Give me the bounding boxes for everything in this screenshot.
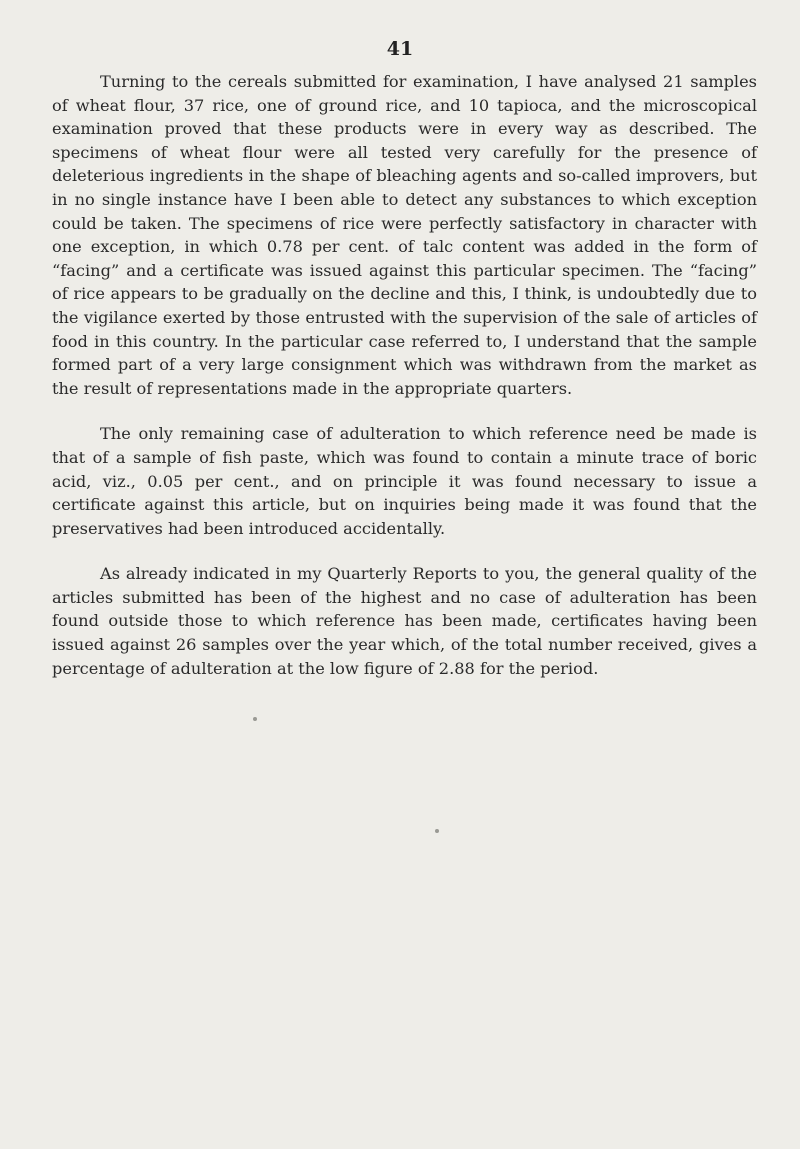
document-body — [52, 70, 757, 702]
scan-speck — [435, 829, 439, 833]
paragraph-cereals: Turning to the cereals submitted for examination, I have analysed 21 samples of wheat flour, 37 rice, one of ground rice, and 10 tapioca, and the microscopical examination proved that these products were in every way as described. The specimens of wheat flour were all tested very carefully for the presence of deleterious ingredients in the shape of bleaching agents and so-called improvers, but in no single instance have I been able to detect any substances to which exception could be taken. The specimens of rice were perfectly satisfactory in character with one exception, in which 0.78 per cent. of talc content was added in the form of “facing” and a certificate was issued against this particular specimen. The “facing” of rice appears to be gradually on the decline and this, I think, is undoubtedly due to the vigilance exerted by those entrusted with the supervision of the sale of articles of food in this country. In the particular case referred to, I understand that the sample formed part of a very large consignment which was withdrawn from the market as the result of representations made in the appropriate quarters. — [52, 72, 757, 398]
page-number: 41 — [386, 38, 414, 60]
scan-speck — [253, 717, 257, 721]
paragraph-summary: As already indicated in my Quarterly Reports to you, the general quality of the articles submitted has been of the highest and no case of adulteration has been found outside those to which reference has been made, certificates having been issued against 26 samples over the year which, of the total number received, gives a percentage of adulteration at the low figure of 2.88 for the period. — [52, 564, 757, 678]
paragraph-fish-paste: The only remaining case of adulteration to which reference need be made is that of a sample of fish paste, which was found to contain a minute trace of boric acid, viz., 0.05 per cent., and on principle it was found necessary to issue a certificate against this article, but on inquiries being made it was found that the preservatives had been introduced accidentally. — [52, 424, 757, 538]
